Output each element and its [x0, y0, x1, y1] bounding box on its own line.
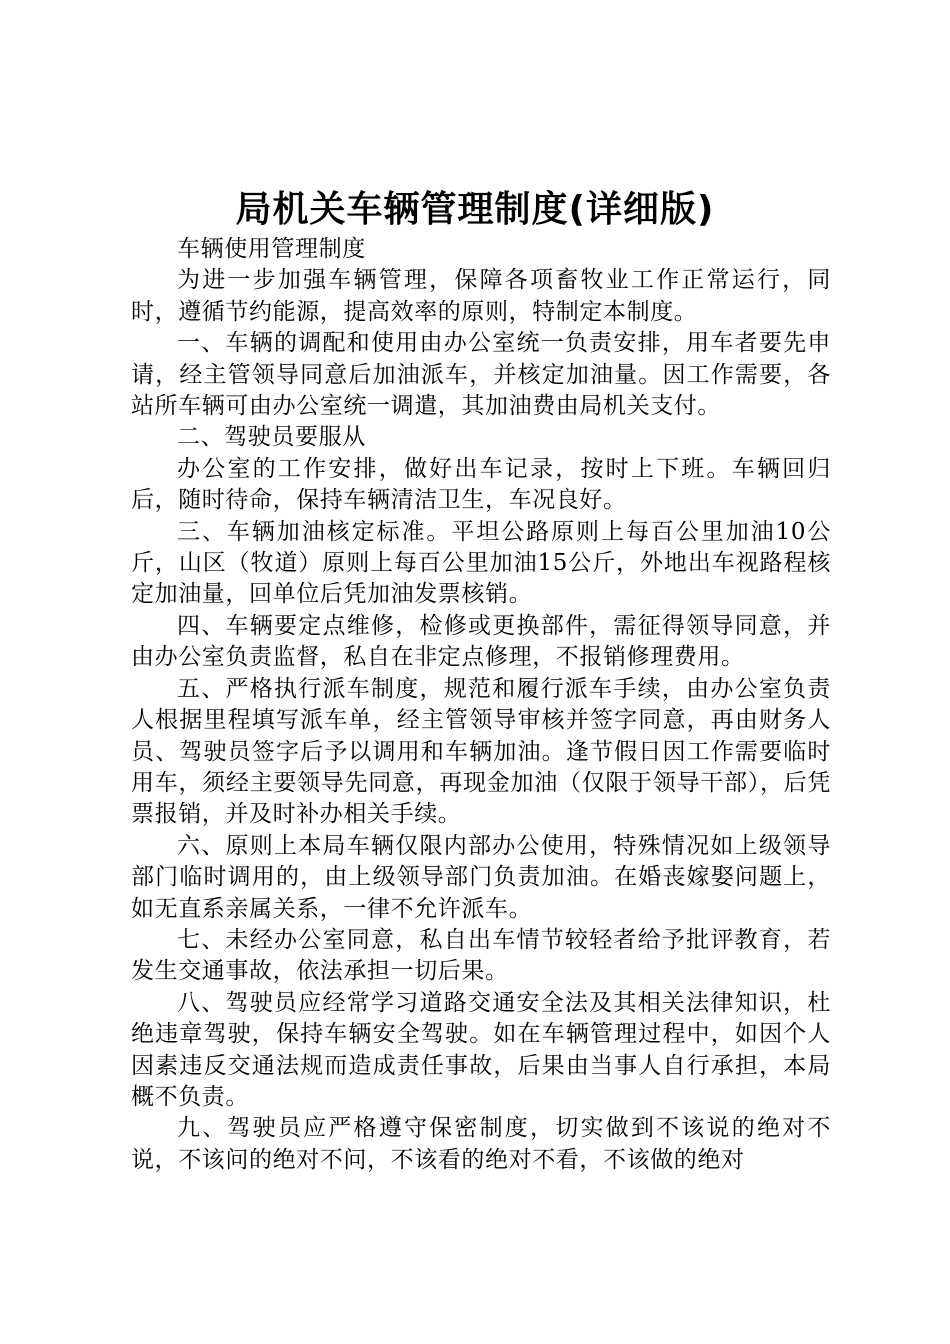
paragraph-item-1: 一、车辆的调配和使用由办公室统一负责安排，用车者要先申请，经主管领导同意后加油派车，并核定加油量。因工作需要，各站所车辆可由办公室统一调遣，其加油费由局机关支付。 — [131, 330, 831, 420]
document-title: 局机关车辆管理制度(详细版) — [235, 189, 715, 230]
paragraph-item-8: 八、驾驶员应经常学习道路交通安全法及其相关法律知识，杜绝违章驾驶，保持车辆安全驾驶。如在车辆管理过程中，如因个人因素违反交通法规而造成责任事故，后果由当事人自行承担，本局概不负责。 — [131, 989, 831, 1110]
paragraph-item-2-continued: 办公室的工作安排，做好出车记录，按时上下班。车辆回归后，随时待命，保持车辆清洁卫生，车况良好。 — [131, 455, 831, 514]
paragraph-item-2: 二、驾驶员要服从 — [177, 424, 366, 451]
paragraph-item-9: 九、驾驶员应严格遵守保密制度，切实做到不该说的绝对不说，不该问的绝对不问，不该看的绝对不看，不该做的绝对 — [131, 1115, 831, 1173]
section-heading: 车辆使用管理制度 — [177, 236, 366, 262]
paragraph-item-6: 六、原则上本局车辆仅限内部办公使用，特殊情况如上级领导部门临时调用的，由上级领导部门负责加油。在婚丧嫁娶问题上，如无直系亲属关系，一律不允许派车。 — [131, 832, 831, 922]
paragraph-item-3: 三、车辆加油核定标准。平坦公路原则上每百公里加油10公斤，山区（牧道）原则上每百公里加油15公斤，外地出车视路程核定加油量，回单位后凭加油发票核销。 — [131, 518, 831, 608]
paragraph-intro: 为进一步加强车辆管理，保障各项畜牧业工作正常运行，同时，遵循节约能源，提高效率的原则，特制定本制度。 — [131, 267, 831, 325]
paragraph-item-4: 四、车辆要定点维修，检修或更换部件，需征得领导同意，并由办公室负责监督，私自在非定点修理，不报销修理费用。 — [131, 612, 831, 671]
document-body — [131, 234, 831, 1176]
paragraph-item-7: 七、未经办公室同意，私自出车情节较轻者给予批评教育，若发生交通事故，依法承担一切后果。 — [131, 926, 831, 985]
paragraph-item-5: 五、严格执行派车制度，规范和履行派车手续，由办公室负责人根据里程填写派车单，经主管领导审核并签字同意，再由财务人员、驾驶员签字后予以调用和车辆加油。逢节假日因工作需要临时用车，须经主要领导先同意，再现金加油（仅限于领导干部），后凭票报销，并及时补办相关手续。 — [131, 675, 831, 828]
